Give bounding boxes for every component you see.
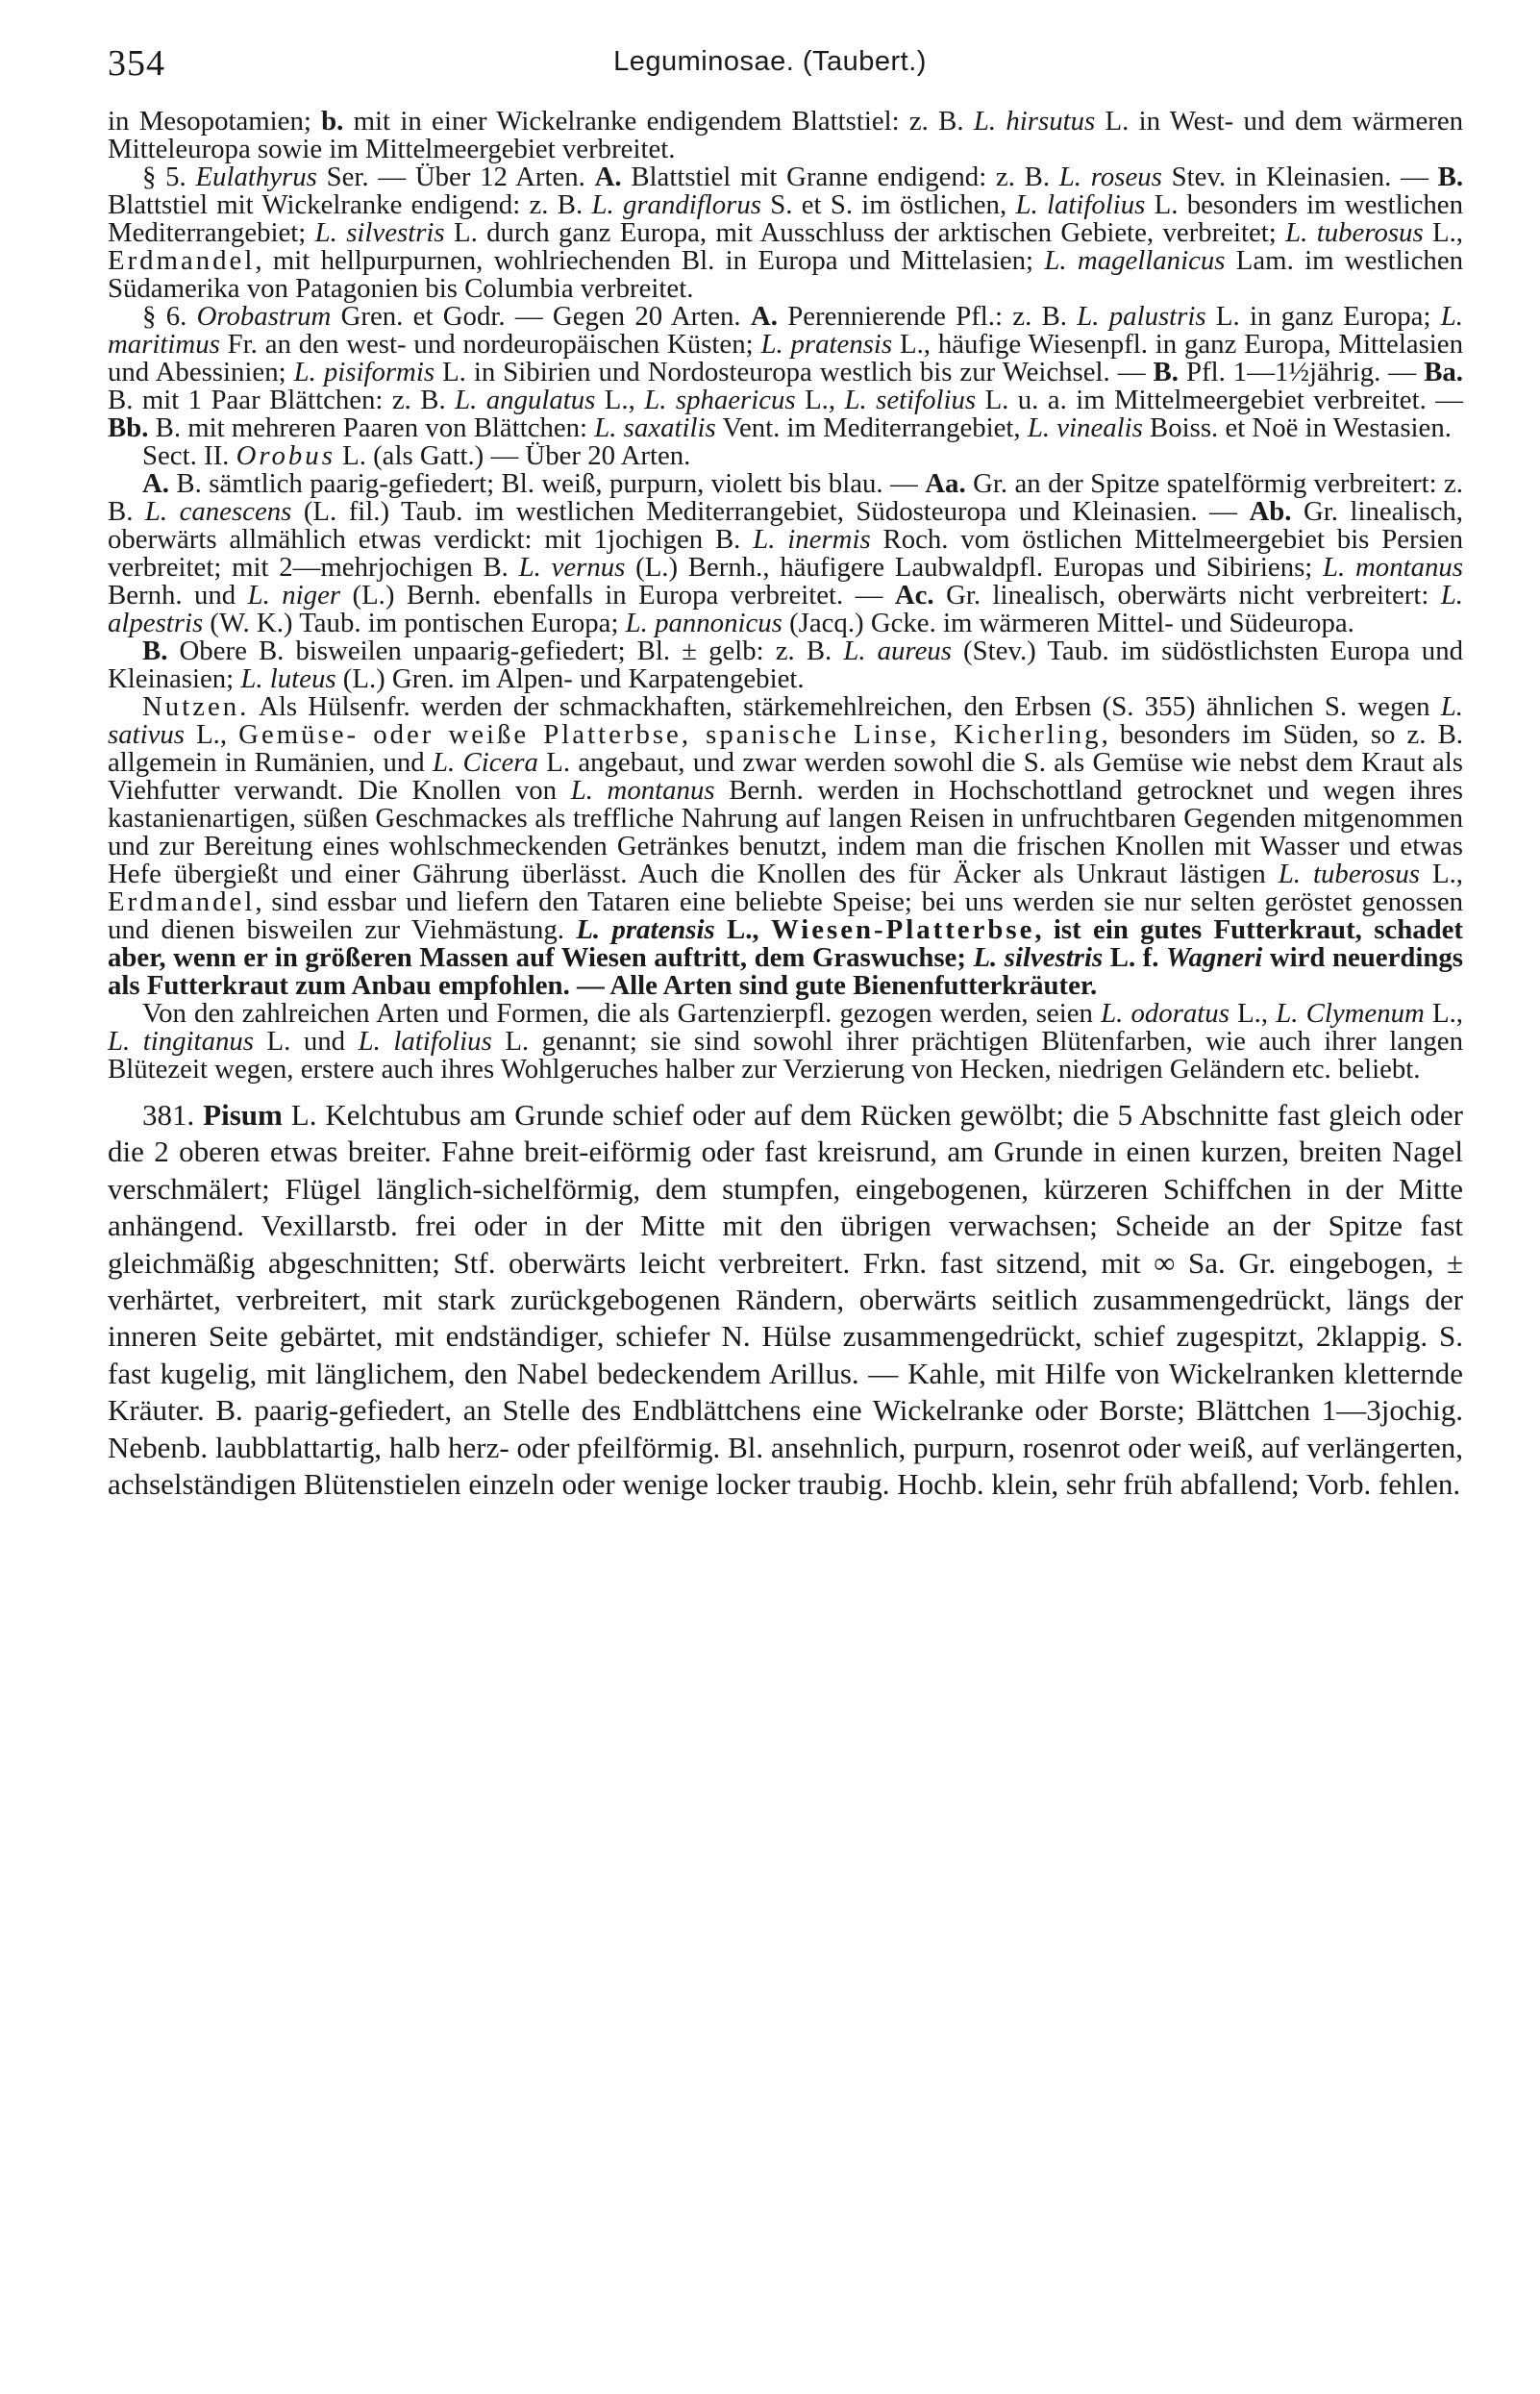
text-run: Erdmandel (108, 245, 256, 276)
bold-text: Bb. (108, 412, 149, 443)
paragraph-hirsutus (108, 108, 1463, 163)
text-run: L., (1229, 998, 1277, 1029)
bold-text: b. (321, 106, 344, 137)
text-run: Fr. an den west- und nordeuropäischen Küsten; (219, 329, 761, 360)
text-run: § 5. (142, 162, 196, 192)
text-run: (L.) Bernh. ebenfalls in Europa verbreitet. — (340, 580, 895, 611)
text-run: Obere B. bisweilen unpaarig-gefiedert; Bl. ± gelb: z. B. (167, 636, 844, 666)
body-text (108, 108, 1463, 1503)
text-run: Pfl. 1—1½jährig. — (1178, 357, 1425, 387)
text-run: (W. K.) Taub. im pontischen Europa; (203, 608, 626, 638)
bold-text: , ist ein gutes Futterkraut, schadet aber, wenn er in größeren Massen auf Wiesen auftritt, dem Graswuchse; (108, 914, 1463, 973)
taxon-name: L. inermis (753, 524, 871, 555)
text-run: Roch. vom östlichen Mittelmeergebiet bis Persien verbreitet; mit 2—mehrjochigen B. (108, 524, 1463, 583)
taxon-name: L. pisiformis (293, 357, 435, 387)
taxon-name: L. aureus (843, 636, 952, 666)
taxon-name: L. saxatilis (594, 412, 716, 443)
text-run: (L. fil.) Taub. im westlichen Mediterrangebiet, Südosteuropa und Kleinasien. — (291, 496, 1250, 527)
text-run: L. Kelchtubus am Grunde schief oder auf dem Rücken gewölbt; die 5 Abschnitte fast gleich oder die 2 oberen etwas breiter. Fahne breit-eiförmig oder fast kreisrund, am Grunde in einen kurzen, breiten Nagel verschmälert; Flügel länglich-sichelförmig, dem stumpfen, eingebogenen, kürzeren Schiffchen in der Mitte anhängend. Vexillarstb. frei oder in der Mitte mit den übrigen verwachsen; Scheide an der Spitze fast gleichmäßig abgeschnitten; Stf. oberwärts leicht verbreitert. Frkn. fast sitzend, mit ∞ Sa. Gr. eingebogen, ± verhärtet, verbreitert, mit stark zurückgebogenen Rändern, oberwärts seitlich zusammengedrückt, längs der inneren Seite gebärtet, mit endständiger, schiefer N. Hülse zusammengedrückt, schief zugespitzt, 2klappig. S. fast kugelig, mit länglichem, den Nabel bedeckendem Arillus. — Kahle, mit Hilfe von Wickelranken kletternde Kräuter. B. paarig-gefiedert, an Stelle des Endblättchens eine Wickelranke oder Borste; Blättchen 1—3jochig. Nebenb. laubblattartig, halb herz- oder pfeilförmig. Bl. ansehnlich, purpurn, rosenrot oder weiß, auf verlängerten, achselständigen Blütenstielen einzeln oder wenige locker traubig. Hochb. klein, sehr früh abfallend; Vorb. fehlen. (108, 1098, 1464, 1502)
text-run: L., (795, 385, 845, 415)
taxon-name: L. tingitanus (108, 1026, 254, 1057)
text-run: B. sämtlich paarig-gefiedert; Bl. weiß, purpurn, violett bis blau. — (169, 468, 926, 499)
text-run: 381. (142, 1098, 204, 1132)
taxon-name: L. angulatus (455, 385, 596, 415)
bold-text: Ab. (1249, 496, 1292, 527)
text-run: L. in ganz Europa; (1205, 301, 1441, 332)
bold-text: B. (142, 636, 168, 666)
taxon-name: L. Clymenum (1276, 998, 1425, 1029)
text-run: Bernh. werden in Hochschottland getrocknet und wegen ihres kastanienartigen, süßen Geschmackes als treffliche Nahrung auf langen Reisen in unfruchtbaren Gegenden mitgenommen und zur Bereitung eines wohlschmeckenden Getränkes benutzt, indem man die frischen Knollen mit Wasser und etwas Hefe übergießt und einer Gährung überlässt. Auch die Knollen des für Äcker als Unkraut lästigen (108, 775, 1463, 889)
text-run: , sind essbar und liefern den Tataren eine beliebte Speise; bei uns werden sie nur selten geröstet genossen und dienen bisweilen zur Viehmästung. (108, 886, 1463, 945)
taxon-name: Wagneri (1166, 942, 1263, 973)
page-number: 354 (108, 43, 165, 84)
taxon-name: L. setifolius (844, 385, 977, 415)
taxon-name: L. pannonicus (625, 608, 782, 638)
taxon-name: L. pratensis (576, 914, 715, 945)
bold-text: Pisum (203, 1098, 283, 1132)
bold-text: Ba. (1424, 357, 1463, 387)
bold-text: L. f. (1103, 942, 1167, 973)
text-run: Vent. im Mediterrangebiet, (715, 412, 1028, 443)
taxon-name: L. vernus (518, 552, 626, 583)
taxon-name: L. grandiflorus (591, 189, 761, 220)
text-run: (L.) Bernh., häufigere Laubwaldpfl. Europas und Sibiriens; (625, 552, 1324, 583)
taxon-name: L. alpestris (108, 580, 1464, 638)
taxon-name: L. magellanicus (1044, 245, 1226, 276)
text-run: L., häufige Wiesenpfl. in ganz Europa, Mittelasien und Abessinien; (108, 329, 1463, 387)
page-header (108, 42, 1432, 85)
text-run: Gr. an der Spitze spatelförmig verbreitert: z. B. (108, 468, 1463, 527)
bold-text: A. (142, 468, 169, 499)
text-run: Blattstiel mit Granne endigend: z. B. (621, 162, 1059, 192)
bold-text: Ac. (894, 580, 934, 611)
bold-text: Wiesen-Platterbse (770, 914, 1035, 945)
taxon-name: L. luteus (240, 663, 336, 694)
taxon-name: L. montanus (570, 775, 715, 806)
text-run: in Mesopotamien; (108, 106, 322, 137)
text-run: Gren. et Godr. — Gegen 20 Arten. (331, 301, 751, 332)
text-run: Erdmandel (108, 886, 256, 917)
bold-text: L., (714, 914, 771, 945)
taxon-name: L. palustris (1077, 301, 1206, 332)
taxon-name: L. montanus (1323, 552, 1463, 583)
text-run: mit in einer Wickelranke endigendem Blattstiel: z. B. (343, 106, 974, 137)
taxon-name: L. tuberosus (1285, 217, 1424, 248)
text-run: L. besonders im westlichen Mediterrangebiet; (108, 189, 1463, 248)
paragraph-pisum (108, 1097, 1463, 1503)
text-run: L., (1424, 998, 1463, 1029)
taxon-name: L. silvestris (314, 217, 445, 248)
text-run: B. mit 1 Paar Blättchen: z. B. (108, 385, 456, 415)
text-run: , besonders im Süden, so z. B. allgemein in Rumänien, und (108, 719, 1463, 778)
running-head: Leguminosae. (Taubert.) (613, 46, 927, 77)
text-run: Als Hülsenfr. werden der schmackhaften, stärkemehlreichen, den Erbsen (S. 355) ähnlichen S. wegen (249, 691, 1441, 722)
paragraph-eulathyrus (108, 163, 1463, 303)
paragraph-orobus-a (108, 470, 1463, 637)
text-run: (Stev.) Taub. im südöstlichsten Europa und Kleinasien; (108, 636, 1464, 694)
text-run: Von den zahlreichen Arten und Formen, die als Gartenzierpfl. gezogen werden, seien (142, 998, 1102, 1029)
text-run: L. und (253, 1026, 359, 1057)
text-run: L. angebaut, und zwar werden sowohl die S. als Gemüse wie nebst dem Kraut als Viehfutter verwandt. Die Knollen von (108, 747, 1464, 806)
taxon-name: Eulathyrus (195, 162, 317, 192)
text-run: L. durch ganz Europa, mit Ausschluss der arktischen Gebiete, verbreitet; (444, 217, 1286, 248)
taxon-name: L. niger (247, 580, 341, 611)
taxon-name: L. latifolius (358, 1026, 492, 1057)
bold-text: Aa. (925, 468, 966, 499)
text-run: B. mit mehreren Paaren von Blättchen: (148, 412, 595, 443)
taxon-name: Orobus (236, 440, 335, 471)
text-run: S. et S. im östlichen, (760, 189, 1016, 220)
taxon-name: L. silvestris (973, 942, 1104, 973)
taxon-name: L. odoratus (1101, 998, 1230, 1029)
taxon-name: L. sativus (108, 691, 1463, 750)
text-run: L., (185, 719, 239, 750)
paragraph-orobastrum (108, 303, 1463, 442)
text-run: Sect. II. (142, 440, 236, 471)
text-run: (Jacq.) Gcke. im wärmeren Mittel- und Südeuropa. (782, 608, 1354, 638)
bold-text: B. (1153, 357, 1179, 387)
text-run: Gr. linealisch, oberwärts allmählich etwas verdickt: mit 1jochigen B. (108, 496, 1463, 555)
bold-text: A. (594, 162, 622, 192)
text-run: Ser. — Über 12 Arten. (316, 162, 595, 192)
text-run: Lam. im westlichen Südamerika von Patagonien bis Columbia verbreitet. (108, 245, 1463, 304)
text-run: (L.) Gren. im Alpen- und Karpatengebiet. (335, 663, 805, 694)
taxon-name: L. hirsutus (973, 106, 1096, 137)
taxon-name: L. canescens (144, 496, 292, 527)
text-run: L. in Sibirien und Nordosteuropa westlich bis zur Weichsel. — (435, 357, 1154, 387)
bold-text: B. (1437, 162, 1464, 192)
text-run: L. genannt; sie sind sowohl ihrer prächtigen Blütenfarben, wie auch ihrer langen Blütezeit wegen, erstere auch ihres Wohlgeruches halber zur Verzierung von Hecken, niedrigen Geländern etc. beliebt. (108, 1026, 1463, 1085)
text-run: L., (1419, 859, 1463, 889)
taxon-name: L. roseus (1058, 162, 1162, 192)
taxon-name: L. sphaericus (644, 385, 796, 415)
text-run: L. (als Gatt.) — Über 20 Arten. (335, 440, 691, 471)
text-run: Blattstiel mit Wickelranke endigend: z. B. (108, 189, 592, 220)
paragraph-orobus-b (108, 637, 1463, 693)
taxon-name: L. tuberosus (1278, 859, 1420, 889)
text-run: L., (595, 385, 645, 415)
taxon-name: L. vinealis (1027, 412, 1143, 443)
paragraph-nutzen (108, 693, 1463, 1000)
bold-text: A. (750, 301, 778, 332)
text-run: Nutzen. (142, 691, 250, 722)
paragraph-gartenzierpfl (108, 1000, 1463, 1084)
taxon-name: L. latifolius (1015, 189, 1146, 220)
taxon-name: L. Cicera (433, 747, 538, 778)
text-run: L. u. a. im Mittelmeergebiet verbreitet. — (976, 385, 1464, 415)
text-run: , mit hellpurpurnen, wohlriechenden Bl. in Europa und Mittelasien; (255, 245, 1045, 276)
bold-text: wird neuerdings als Futterkraut zum Anbau empfohlen. — Alle Arten sind gute Bienenfutterkräuter. (108, 942, 1463, 1001)
taxon-name: L. pratensis (760, 329, 893, 360)
text-run: Perennierende Pfl.: z. B. (777, 301, 1078, 332)
text-run: Boiss. et Noë in Westasien. (1142, 412, 1452, 443)
paragraph-sect-orobus (108, 442, 1463, 470)
taxon-name: Orobastrum (196, 301, 332, 332)
text-run: Bernh. und (108, 580, 248, 611)
text-run: Gr. linealisch, oberwärts nicht verbreitert: (933, 580, 1441, 611)
text-run: Stev. in Kleinasien. — (1161, 162, 1438, 192)
taxon-name: L. maritimus (108, 301, 1463, 360)
text-run: Gemüse- oder weiße Platterbse, spanische Linse, Kicherling (238, 719, 1102, 750)
text-run: L., (1423, 217, 1463, 248)
text-run: L. in West- und dem wärmeren Mitteleuropa sowie im Mittelmeergebiet verbreitet. (108, 106, 1463, 164)
text-run: § 6. (142, 301, 197, 332)
